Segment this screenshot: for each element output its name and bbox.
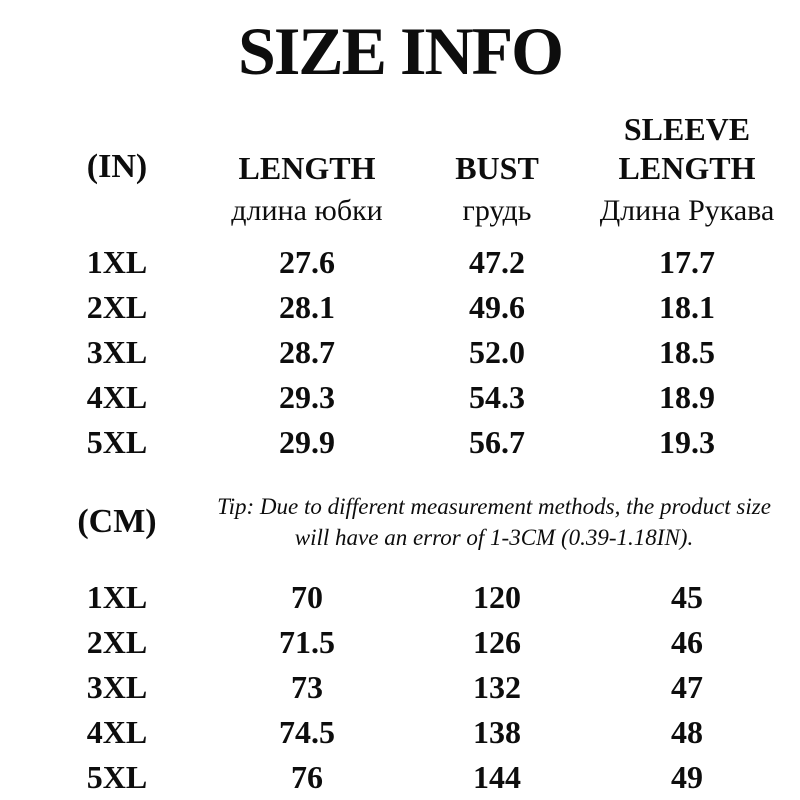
- tip-line2: will have an error of 1-3CM (0.39-1.18IN).: [294, 524, 694, 550]
- table-subtitle-row: [22, 188, 782, 234]
- sleeve-value: 17.7: [659, 243, 715, 280]
- bust-value: 49.6: [469, 288, 525, 325]
- size-label: 2XL: [86, 288, 148, 325]
- size-label: 1XL: [86, 243, 148, 280]
- column-header-bust: BUST: [455, 149, 539, 186]
- centimeters-section: [22, 575, 782, 800]
- bust-value: 54.3: [469, 378, 525, 415]
- length-value: 71.5: [279, 623, 335, 660]
- size-label: 1XL: [86, 578, 148, 615]
- cm-header-row: [22, 479, 782, 565]
- size-label: 2XL: [86, 623, 148, 660]
- size-label: 4XL: [86, 713, 148, 750]
- sleeve-value: 18.1: [659, 288, 715, 325]
- length-value: 29.9: [279, 423, 335, 460]
- table-row: [22, 330, 782, 375]
- table-header-row: [22, 89, 782, 188]
- length-value: 29.3: [279, 378, 335, 415]
- sleeve-value: 49: [671, 758, 703, 795]
- size-label: 3XL: [86, 333, 148, 370]
- sleeve-header-line1: SLEEVE: [623, 110, 751, 147]
- length-value: 27.6: [279, 243, 335, 280]
- length-value: 70: [291, 578, 323, 615]
- bust-value: 144: [473, 758, 521, 795]
- column-header-length: LENGTH: [238, 149, 376, 186]
- sleeve-value: 47: [671, 668, 703, 705]
- table-row: [22, 755, 782, 800]
- size-label: 3XL: [86, 668, 148, 705]
- tip-line1: Tip: Due to different measurement methods, the product size: [217, 493, 771, 519]
- column-header-sleeve-length: [592, 110, 782, 188]
- sleeve-value: 19.3: [659, 423, 715, 460]
- page-title: SIZE INFO: [238, 13, 562, 89]
- bust-value: 132: [473, 668, 521, 705]
- sleeve-value: 18.5: [659, 333, 715, 370]
- table-row: [22, 710, 782, 755]
- bust-value: 47.2: [469, 243, 525, 280]
- length-value: 74.5: [279, 713, 335, 750]
- subtitle-sleeve-russian: Длина Рукава: [599, 193, 775, 227]
- sleeve-value: 48: [671, 713, 703, 750]
- length-value: 76: [291, 758, 323, 795]
- size-label: 5XL: [86, 423, 148, 460]
- unit-label-centimeters: (CM): [77, 502, 157, 540]
- size-chart-table: [22, 89, 782, 800]
- bust-value: 120: [473, 578, 521, 615]
- table-row: [22, 375, 782, 420]
- table-row: [22, 575, 782, 620]
- bust-value: 126: [473, 623, 521, 660]
- bust-value: 56.7: [469, 423, 525, 460]
- table-row: [22, 285, 782, 330]
- size-label: 4XL: [86, 378, 148, 415]
- length-value: 28.7: [279, 333, 335, 370]
- size-label: 5XL: [86, 758, 148, 795]
- inches-section: [22, 240, 782, 465]
- table-row: [22, 420, 782, 465]
- sleeve-header-line2: LENGTH: [618, 149, 756, 186]
- sleeve-value: 46: [671, 623, 703, 660]
- length-value: 28.1: [279, 288, 335, 325]
- bust-value: 52.0: [469, 333, 525, 370]
- sleeve-value: 45: [671, 578, 703, 615]
- unit-label-inches: (IN): [86, 148, 148, 186]
- sleeve-value: 18.9: [659, 378, 715, 415]
- bust-value: 138: [473, 713, 521, 750]
- table-row: [22, 620, 782, 665]
- subtitle-empty-cell: [22, 210, 212, 211]
- table-row: [22, 665, 782, 710]
- subtitle-bust-russian: грудь: [462, 193, 532, 227]
- table-row: [22, 240, 782, 285]
- length-value: 73: [291, 668, 323, 705]
- subtitle-length-russian: длина юбки: [231, 193, 383, 227]
- measurement-tip-note: [212, 491, 782, 553]
